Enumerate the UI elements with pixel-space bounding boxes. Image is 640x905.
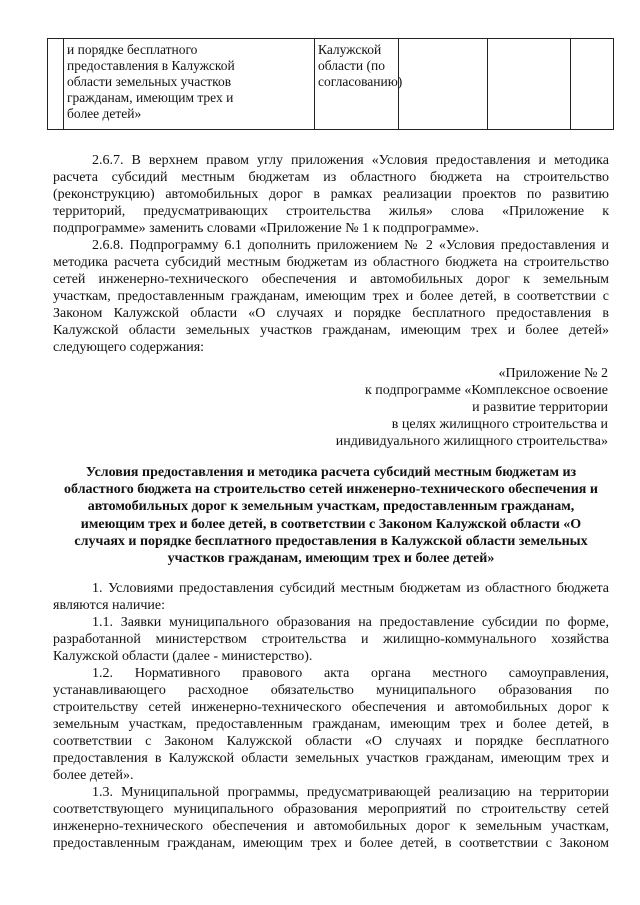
- heading-line: автомобильных дорог к земельным участкам, предоставленным гражданам,: [87, 499, 575, 515]
- text-line: и развитие территории: [472, 400, 608, 415]
- text-line: участкам, предоставленным гражданам, имеющим трех и более детей, в соответствии с: [53, 289, 609, 304]
- text-line: соответствующего муниципального образования мероприятий по строительству сетей: [53, 802, 609, 817]
- text-line: (реконструкцию) автомобильных дорог в рамках реализации проектов по развитию: [53, 187, 609, 202]
- item-1-2: [53, 665, 609, 784]
- section-heading: [53, 464, 609, 567]
- text-line: индивидуального жилищного строительства»: [335, 434, 608, 449]
- heading-line: областного бюджета на строительство сетей инженерно-технического обеспечения и: [64, 482, 598, 498]
- heading-line: случаях и порядке бесплатного предоставления в Калужской области земельных: [74, 533, 588, 549]
- text-line: территорий, предусматривающих строительства жилья» слова «Приложение к: [53, 204, 609, 219]
- text-line: «Приложение № 2: [498, 366, 608, 381]
- text-line: и порядке бесплатного: [67, 42, 198, 57]
- text-line: методика расчета субсидий местным бюджетам из областного бюджета на строительство: [53, 255, 609, 270]
- text-line: подпрограмме» заменить словами «Приложение № 1 к подпрограмме».: [53, 221, 479, 236]
- text-line: земельным участкам, предоставленным гражданам, имеющим трех и более детей, в: [53, 717, 609, 732]
- table-cell-empty: [488, 39, 571, 130]
- text-line: инженерно-технического обеспечения и автомобильных дорог к земельным участкам,: [53, 819, 609, 834]
- text-line: Законом Калужской области «О случаях и порядке бесплатного предоставления в: [53, 306, 609, 321]
- item-1-1: [53, 614, 609, 665]
- text-line: предоставления в Калужской: [67, 58, 235, 73]
- table-cell-empty: [399, 39, 488, 130]
- text-line: гражданам, имеющим трех и: [67, 90, 234, 105]
- text-line: в целях жилищного строительства и: [391, 417, 608, 432]
- heading-line: имеющим трех и более детей, в соответствии с Законом Калужской области «О: [80, 516, 582, 532]
- heading-line: участков гражданам, имеющим трех и более детей»: [167, 551, 495, 567]
- text-line: более детей»: [67, 106, 142, 121]
- table-fragment: [47, 38, 614, 130]
- heading-line: Условия предоставления и методика расчета субсидий местным бюджетам из: [85, 465, 577, 480]
- text-line: предоставленным гражданам, имеющим трех и более детей, в соответствии с Законом: [53, 836, 609, 851]
- item-1: [53, 580, 609, 614]
- table-cell-executor: [315, 39, 403, 130]
- text-line: Калужской области (далее - министерство).: [53, 649, 313, 664]
- table-cell-number: [48, 39, 64, 130]
- text-line: являются наличие:: [53, 598, 165, 613]
- paragraph-2-6-8: [53, 237, 609, 356]
- text-line: расчета субсидий местным бюджетам из областного бюджета на строительство: [53, 170, 609, 185]
- text-line: 2.6.8. Подпрограмму 6.1 дополнить приложением № 2 «Условия предоставления и: [92, 238, 609, 253]
- item-1-3: [53, 784, 609, 852]
- text-line: разработанной министерством строительства и жилищно-коммунального хозяйства: [53, 632, 609, 647]
- text-line: 1.1. Заявки муниципального образования на предоставление субсидии по форме,: [92, 615, 609, 630]
- text-line: 2.6.7. В верхнем правом углу приложения «Условия предоставления и методика: [92, 153, 609, 168]
- text-line: строительству сетей инженерно-технического обеспечения и автомобильных дорог к: [53, 700, 609, 715]
- text-line: более детей».: [53, 768, 134, 783]
- table-cell-description: [64, 39, 315, 130]
- text-line: соответствии с Законом Калужской области «О случаях и порядке бесплатного: [53, 734, 609, 749]
- text-line: следующего содержания:: [53, 340, 205, 355]
- text-line: согласованию): [318, 74, 403, 89]
- table-cell-empty: [571, 39, 614, 130]
- text-line: Калужской области земельных участков гражданам, имеющим трех и более детей»: [53, 323, 609, 338]
- appendix-header: [320, 365, 608, 450]
- text-line: устанавливающего расходное обязательство муниципального образования по: [53, 683, 609, 698]
- text-line: предоставления в Калужской области земельных участков гражданам, имеющим трех и: [53, 751, 609, 766]
- text-line: сетей инженерно-технического обеспечения и автомобильных дорог к земельным: [53, 272, 609, 287]
- text-line: 1.3. Муниципальной программы, предусматривающей реализацию на территории: [92, 785, 609, 800]
- text-line: области (по: [318, 58, 385, 73]
- text-line: области земельных участков: [67, 74, 232, 89]
- paragraph-2-6-7: [53, 152, 609, 237]
- text-line: 1. Условиями предоставления субсидий местным бюджетам из областного бюджета: [92, 581, 609, 596]
- text-line: Калужской: [318, 42, 382, 57]
- text-line: к подпрограмме «Комплексное освоение: [364, 383, 608, 398]
- table-row: [48, 39, 614, 130]
- text-line: 1.2. Нормативного правового акта органа местного самоуправления,: [92, 666, 609, 681]
